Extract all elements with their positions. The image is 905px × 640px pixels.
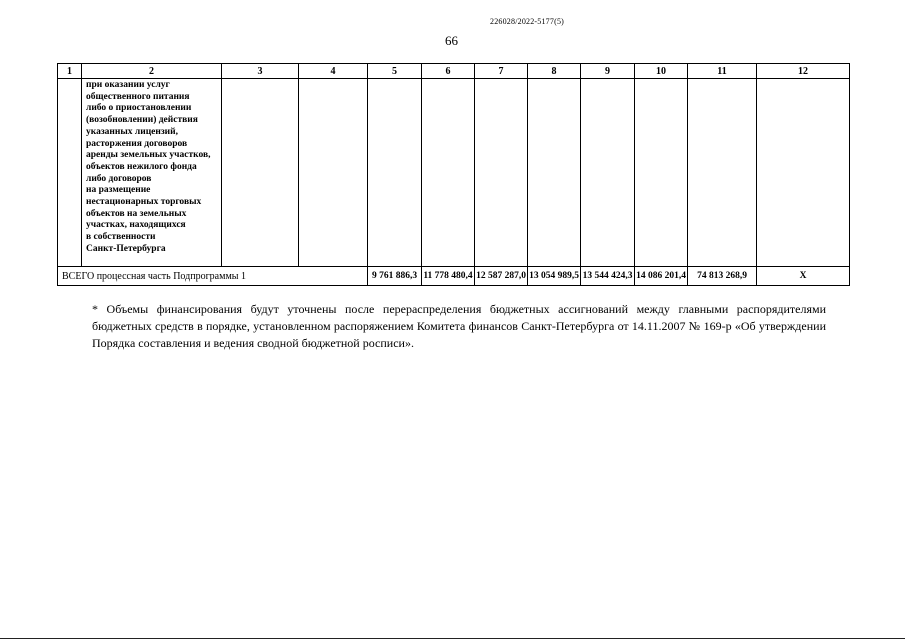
description-text [82,79,221,256]
column-header: 7 [475,64,528,79]
description-line: при оказании услуг [86,80,170,90]
table-row [58,79,850,267]
description-line: участках, находящихся [86,220,186,231]
total-value: 9 761 886,3 [368,267,422,286]
table-cell [635,79,688,267]
total-value: 74 813 268,9 [688,267,757,286]
description-line: общественного питания [86,91,190,102]
description-line: объектов на земельных [86,208,187,219]
total-value: 13 054 989,5 [528,267,581,286]
column-header: 8 [528,64,581,79]
total-label: ВСЕГО процессная часть Подпрограммы 1 [58,267,368,286]
table-cell [368,79,422,267]
table-cell [757,79,850,267]
footnote: * Объемы финансирования будут уточнены после перераспределения бюджетных ассигнований между главными распорядителями бюджетных средств в порядке, установленном распоряжением Комитета финансов Санкт-Петербурга от 14.11.2007 № 169-р «Об утверждении Порядка составления и ведения сводной бюджетной росписи». [92,302,826,350]
description-line: указанных лицензий, [86,126,178,137]
financing-table [57,63,850,286]
column-header: 10 [635,64,688,79]
column-header: 2 [82,64,222,79]
description-line: аренды земельных участков, [86,150,211,161]
column-header: 1 [58,64,82,79]
table-cell [222,79,299,267]
description-cell [82,79,222,267]
table-cell [528,79,581,267]
description-line: либо о приостановлении [86,103,192,114]
table-cell [581,79,635,267]
total-value: 11 778 480,4 [422,267,475,286]
description-line: (возобновлении) действия [86,115,198,126]
column-header: 9 [581,64,635,79]
total-row [58,267,850,286]
column-header: 4 [299,64,368,79]
description-line: объектов нежилого фонда [86,161,197,172]
description-line: либо договоров [86,173,152,184]
total-last-cell: Х [757,267,850,286]
page-number: 66 [445,33,458,48]
description-line: нестационарных торговых [86,197,202,208]
table-cell [688,79,757,267]
column-header: 11 [688,64,757,79]
table-header-row [58,64,850,79]
document-id: 226028/2022-5177(5) [490,17,565,26]
description-line: Санкт-Петербурга [86,243,166,254]
table-cell [475,79,528,267]
scan-edge-line [0,638,905,639]
table-cell [422,79,475,267]
column-header: 3 [222,64,299,79]
total-value: 12 587 287,0 [475,267,528,286]
description-line: на размещение [86,185,151,196]
description-line: в собственности [86,232,156,243]
column-header: 5 [368,64,422,79]
column-header: 12 [757,64,850,79]
description-line: расторжения договоров [86,138,188,149]
total-value: 13 544 424,3 [581,267,635,286]
table-cell [58,79,82,267]
table-cell [299,79,368,267]
total-value: 14 086 201,4 [635,267,688,286]
column-header: 6 [422,64,475,79]
